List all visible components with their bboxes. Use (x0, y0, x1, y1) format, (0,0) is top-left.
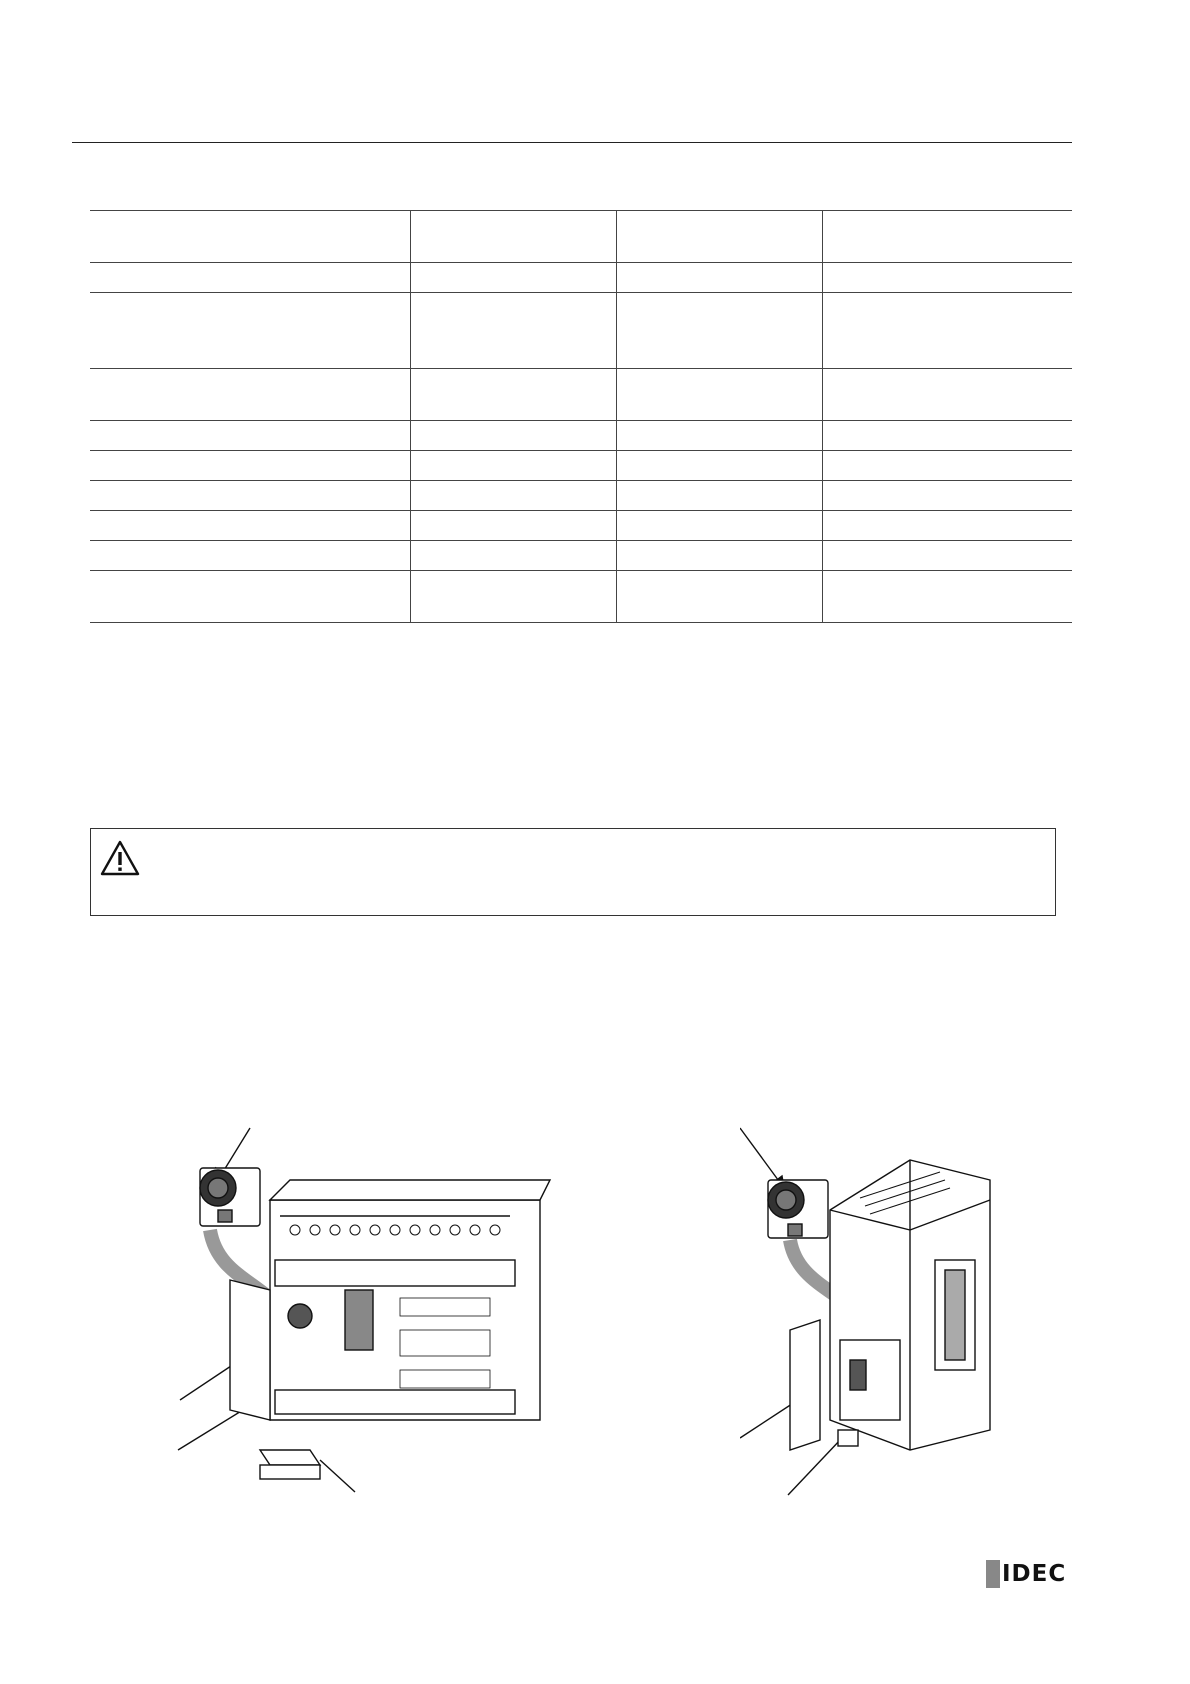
table-row (90, 511, 1072, 541)
warning-triangle-icon (99, 839, 141, 877)
logo-text: IDEC (1002, 1561, 1067, 1587)
caution-box (90, 828, 1056, 916)
left-installation-figure (170, 1120, 590, 1500)
logo-bar (986, 1560, 1000, 1588)
table-row (90, 293, 1072, 369)
table-row (90, 421, 1072, 451)
specification-table (90, 210, 1072, 623)
header-rule (72, 142, 1072, 143)
table-row (90, 369, 1072, 421)
table-row (90, 481, 1072, 511)
table-row (90, 571, 1072, 623)
right-installation-figure (740, 1120, 1060, 1500)
idec-logo (986, 1560, 1076, 1588)
table-row (90, 451, 1072, 481)
table-row (90, 263, 1072, 293)
table-row (90, 211, 1072, 263)
table-row (90, 541, 1072, 571)
